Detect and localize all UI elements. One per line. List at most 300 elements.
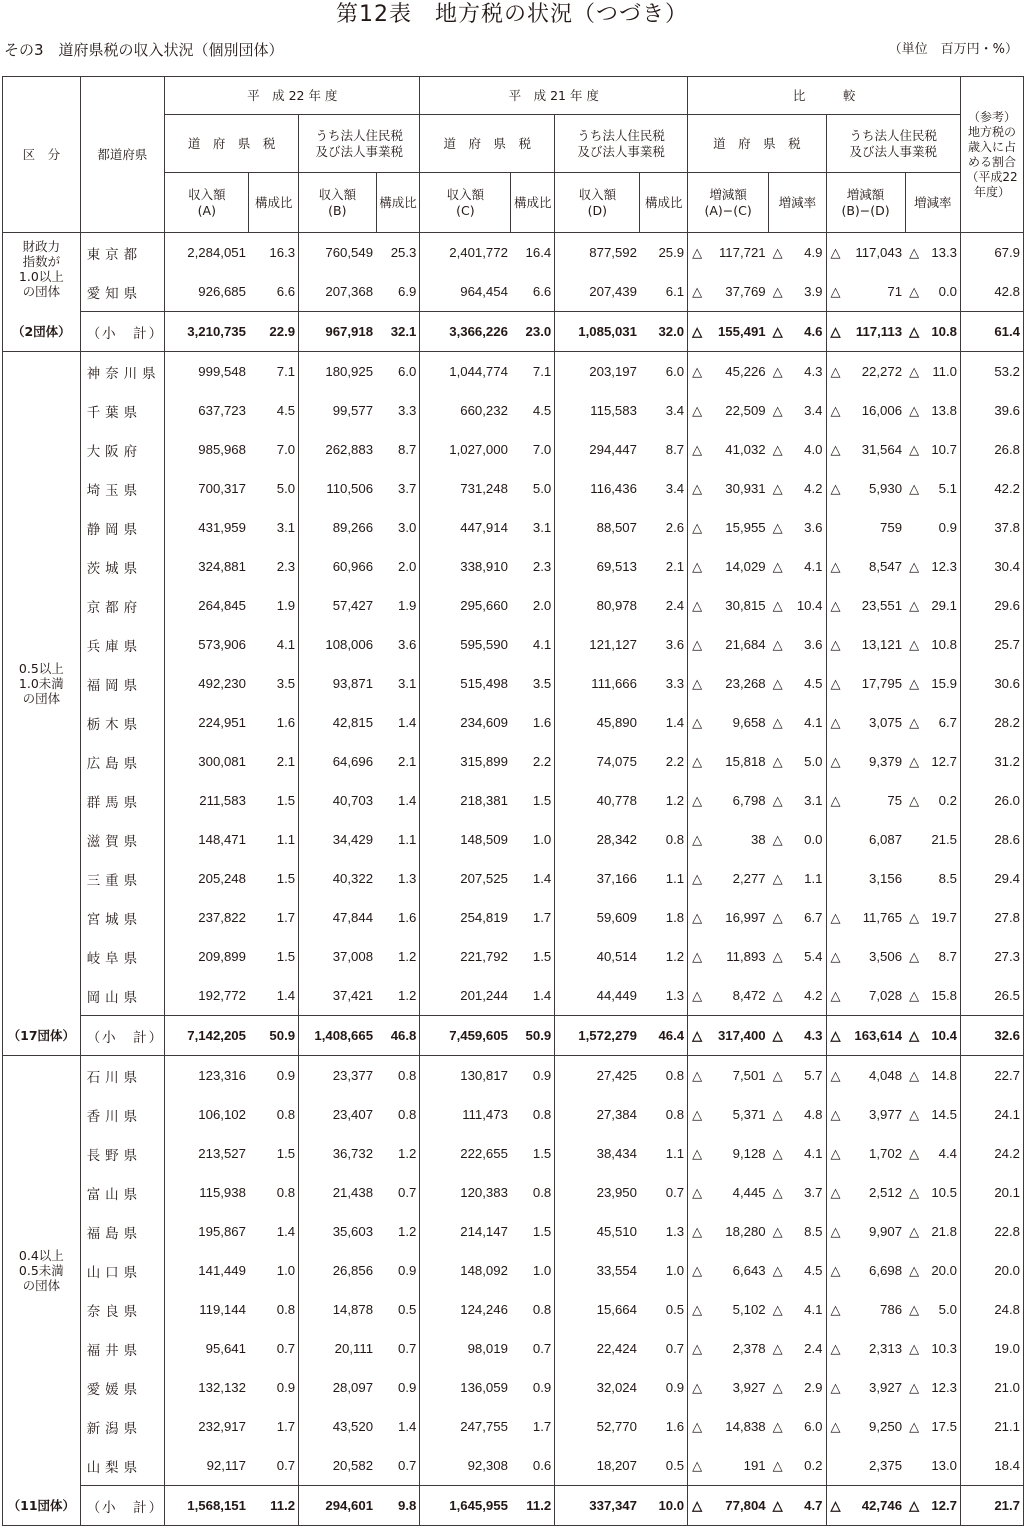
cell-ref xyxy=(961,391,1024,430)
value: 71 xyxy=(887,284,903,299)
cell-acr xyxy=(769,976,826,1016)
cell-br xyxy=(376,1016,420,1056)
value: 108,006 xyxy=(325,637,374,652)
value: 99,577 xyxy=(332,403,374,418)
cell-ar xyxy=(249,742,299,781)
value: 36,732 xyxy=(332,1146,374,1161)
value: 3.1 xyxy=(532,520,552,535)
value: 637,723 xyxy=(198,403,246,418)
value: 1.1 xyxy=(665,871,685,886)
cell-bdr xyxy=(905,547,960,586)
decrease-mark: △ xyxy=(772,910,783,925)
cell-c xyxy=(420,1212,511,1251)
value: 6.6 xyxy=(532,284,552,299)
value: 2,284,051 xyxy=(187,245,246,260)
cell-bd xyxy=(826,1251,905,1290)
decrease-mark: △ xyxy=(692,637,703,652)
cell-acr xyxy=(769,625,826,664)
header-zogen-ritsu: 増減率 xyxy=(905,173,960,233)
prefecture-name: 福島県 xyxy=(80,1212,165,1251)
value: 22.7 xyxy=(994,1068,1020,1083)
value: 14,878 xyxy=(332,1302,374,1317)
cell-c xyxy=(420,352,511,392)
table-row xyxy=(3,430,1024,469)
header-zogen-bd: 増減額 (B)−(D) xyxy=(826,173,905,233)
cell-dr xyxy=(640,1212,688,1251)
cell-d xyxy=(555,1016,640,1056)
cell-acr xyxy=(769,1486,826,1526)
value: 26.5 xyxy=(994,988,1020,1003)
decrease-mark: △ xyxy=(909,245,920,260)
value: 0.0 xyxy=(804,832,823,847)
table-row xyxy=(3,1134,1024,1173)
decrease-mark: △ xyxy=(692,1107,703,1122)
value: 211,583 xyxy=(199,793,246,808)
value: 5.4 xyxy=(804,949,823,964)
decrease-mark: △ xyxy=(909,1028,920,1043)
value: 0.2 xyxy=(804,1458,823,1473)
cell-d xyxy=(555,1407,640,1446)
value: 264,845 xyxy=(198,598,246,613)
cell-b xyxy=(299,1095,376,1134)
value: 4.4 xyxy=(938,1146,957,1161)
cell-b xyxy=(299,625,376,664)
cell-ac xyxy=(688,1446,769,1486)
cell-bdr xyxy=(905,1446,960,1486)
cell-br xyxy=(376,1173,420,1212)
cell-a xyxy=(165,233,249,273)
header-h22: 平 成 22 年 度 xyxy=(165,77,420,115)
value: 30,815 xyxy=(725,598,766,613)
value: 123,316 xyxy=(198,1068,246,1083)
cell-ref xyxy=(961,937,1024,976)
page-title: 第12表 地方税の状況（つづき） xyxy=(336,2,688,27)
cell-ac xyxy=(688,898,769,937)
cell-ac xyxy=(688,233,769,273)
value: 4.1 xyxy=(532,637,552,652)
value: 0.8 xyxy=(665,832,685,847)
value: 877,592 xyxy=(589,245,637,260)
cell-ref xyxy=(961,625,1024,664)
table-row xyxy=(3,1251,1024,1290)
cell-c xyxy=(420,469,511,508)
cell-br xyxy=(376,703,420,742)
value: 7,459,605 xyxy=(449,1028,508,1043)
value: 3.1 xyxy=(804,793,823,808)
value: 15.8 xyxy=(931,988,957,1003)
cell-b xyxy=(299,1016,376,1056)
table-row xyxy=(3,625,1024,664)
value: 2.2 xyxy=(532,754,552,769)
cell-dr xyxy=(640,1290,688,1329)
value: 2,401,772 xyxy=(449,245,508,260)
cell-br xyxy=(376,1056,420,1096)
value: 25.9 xyxy=(658,245,685,260)
value: 254,819 xyxy=(460,910,508,925)
decrease-mark: △ xyxy=(772,832,783,847)
value: 9,250 xyxy=(869,1419,903,1434)
cell-d xyxy=(555,664,640,703)
value: 3.1 xyxy=(276,520,296,535)
header-shunyu-d: 収入額 (D) xyxy=(555,173,640,233)
value: 28.2 xyxy=(994,715,1020,730)
decrease-mark: △ xyxy=(772,481,783,496)
cell-bdr xyxy=(905,1329,960,1368)
cell-a xyxy=(165,586,249,625)
value: 148,092 xyxy=(460,1263,508,1278)
decrease-mark: △ xyxy=(909,715,920,730)
cell-cr xyxy=(511,430,555,469)
cell-cr xyxy=(511,1016,555,1056)
value: 0.9 xyxy=(398,1380,417,1395)
cell-b xyxy=(299,430,376,469)
table-row xyxy=(3,859,1024,898)
cell-dr xyxy=(640,1134,688,1173)
value: 9,658 xyxy=(732,715,766,730)
table-row xyxy=(3,1368,1024,1407)
value: 5,102 xyxy=(732,1302,766,1317)
value: 1.5 xyxy=(276,871,296,886)
value: 295,660 xyxy=(460,598,508,613)
decrease-mark: △ xyxy=(909,364,920,379)
value: 1,572,279 xyxy=(578,1028,637,1043)
value: 42.2 xyxy=(994,481,1020,496)
value: 447,914 xyxy=(460,520,508,535)
decrease-mark: △ xyxy=(830,1028,841,1043)
value: 3.3 xyxy=(665,676,685,691)
value: 6.0 xyxy=(665,364,685,379)
decrease-mark: △ xyxy=(772,559,783,574)
cell-ac xyxy=(688,352,769,392)
cell-ar xyxy=(249,1368,299,1407)
decrease-mark: △ xyxy=(909,324,920,339)
cell-cr xyxy=(511,586,555,625)
value: 515,498 xyxy=(460,676,508,691)
value: 1.2 xyxy=(665,793,685,808)
cell-bdr xyxy=(905,664,960,703)
cell-ar xyxy=(249,1407,299,1446)
value: 6,698 xyxy=(869,1263,903,1278)
value: 6.0 xyxy=(398,364,417,379)
cell-ar xyxy=(249,586,299,625)
header-zogen-ac: 増減額 (A)−(C) xyxy=(688,173,769,233)
value: 4.1 xyxy=(804,1302,823,1317)
cell-bdr xyxy=(905,1134,960,1173)
cell-a xyxy=(165,312,249,352)
decrease-mark: △ xyxy=(830,481,841,496)
cell-ac xyxy=(688,781,769,820)
value: 148,509 xyxy=(460,832,508,847)
decrease-mark: △ xyxy=(909,793,920,808)
decrease-mark: △ xyxy=(909,949,920,964)
value: 3,977 xyxy=(869,1107,903,1122)
value: 3,366,226 xyxy=(449,324,508,339)
cell-ac xyxy=(688,1056,769,1096)
value: 10.5 xyxy=(931,1185,957,1200)
value: 0.8 xyxy=(665,1107,685,1122)
value: 11.2 xyxy=(526,1498,552,1513)
decrease-mark: △ xyxy=(692,1028,703,1043)
cell-ac xyxy=(688,976,769,1016)
header-hojin-22: うち法人住民税 及び法人事業税 xyxy=(299,115,420,173)
cell-ac xyxy=(688,1290,769,1329)
value: 21.1 xyxy=(994,1419,1020,1434)
cell-c xyxy=(420,664,511,703)
decrease-mark: △ xyxy=(692,676,703,691)
value: 17.5 xyxy=(931,1419,957,1434)
decrease-mark: △ xyxy=(772,1107,783,1122)
value: 4.3 xyxy=(804,1028,823,1043)
value: 0.9 xyxy=(532,1068,552,1083)
value: 32.6 xyxy=(994,1028,1020,1043)
subtotal-label: （小 計） xyxy=(80,1486,165,1526)
decrease-mark: △ xyxy=(830,1302,841,1317)
value: 0.7 xyxy=(665,1185,685,1200)
header-kubun: 区 分 xyxy=(3,77,81,233)
table-row xyxy=(3,820,1024,859)
cell-ref xyxy=(961,1329,1024,1368)
cell-dr xyxy=(640,233,688,273)
cell-ac xyxy=(688,469,769,508)
value: 1.5 xyxy=(276,793,296,808)
cell-bdr xyxy=(905,430,960,469)
value: 75 xyxy=(887,793,903,808)
cell-cr xyxy=(511,1407,555,1446)
cell-ref xyxy=(961,820,1024,859)
cell-br xyxy=(376,976,420,1016)
value: 42.8 xyxy=(994,284,1020,299)
cell-ar xyxy=(249,1486,299,1526)
cell-bdr xyxy=(905,312,960,352)
cell-acr xyxy=(769,1329,826,1368)
value: 16.3 xyxy=(269,245,296,260)
cell-ref xyxy=(961,272,1024,312)
value: 0.8 xyxy=(276,1107,296,1122)
table-row xyxy=(3,586,1024,625)
value: 115,583 xyxy=(590,403,637,418)
cell-c xyxy=(420,547,511,586)
cell-bd xyxy=(826,937,905,976)
value: 42,815 xyxy=(332,715,374,730)
value: 1.5 xyxy=(532,1146,552,1161)
value: 25.3 xyxy=(390,245,417,260)
value: 17,795 xyxy=(861,676,903,691)
cell-acr xyxy=(769,781,826,820)
cell-bd xyxy=(826,1212,905,1251)
cell-dr xyxy=(640,1446,688,1486)
value: 80,978 xyxy=(596,598,637,613)
decrease-mark: △ xyxy=(772,988,783,1003)
value: 6.7 xyxy=(804,910,823,925)
decrease-mark: △ xyxy=(909,403,920,418)
cell-ac xyxy=(688,1251,769,1290)
cell-ref xyxy=(961,664,1024,703)
value: 40,778 xyxy=(596,793,637,808)
cell-a xyxy=(165,1329,249,1368)
group-label: 財政力 指数が 1.0以上 の団体 xyxy=(3,233,81,312)
value: 1.4 xyxy=(276,1224,296,1239)
decrease-mark: △ xyxy=(772,1263,783,1278)
cell-acr xyxy=(769,312,826,352)
cell-bd xyxy=(826,1329,905,1368)
value: 4.1 xyxy=(276,637,296,652)
decrease-mark: △ xyxy=(692,324,703,339)
cell-bd xyxy=(826,1134,905,1173)
value: 3.5 xyxy=(532,676,552,691)
header-hikaku: 比 較 xyxy=(688,77,961,115)
cell-br xyxy=(376,1368,420,1407)
value: 111,473 xyxy=(462,1107,508,1122)
cell-d xyxy=(555,1251,640,1290)
decrease-mark: △ xyxy=(772,1458,783,1473)
subtotal-label: （小 計） xyxy=(80,312,165,352)
value: 1.5 xyxy=(276,1146,296,1161)
value: 1.5 xyxy=(532,1224,552,1239)
cell-bdr xyxy=(905,1290,960,1329)
value: 324,881 xyxy=(198,559,246,574)
value: 1.6 xyxy=(276,715,296,730)
value: 2.3 xyxy=(276,559,296,574)
cell-cr xyxy=(511,1329,555,1368)
value: 117,113 xyxy=(855,324,903,339)
cell-ref xyxy=(961,233,1024,273)
cell-a xyxy=(165,742,249,781)
value: 6.6 xyxy=(276,284,296,299)
cell-b xyxy=(299,664,376,703)
decrease-mark: △ xyxy=(692,793,703,808)
value: 92,308 xyxy=(467,1458,508,1473)
value: 760,549 xyxy=(325,245,374,260)
decrease-mark: △ xyxy=(692,1146,703,1161)
cell-ac xyxy=(688,1016,769,1056)
cell-a xyxy=(165,469,249,508)
cell-a xyxy=(165,625,249,664)
subtotal-label: （小 計） xyxy=(80,1016,165,1056)
cell-bdr xyxy=(905,352,960,392)
cell-c xyxy=(420,1368,511,1407)
table-row xyxy=(3,1173,1024,1212)
cell-bdr xyxy=(905,1173,960,1212)
cell-dr xyxy=(640,976,688,1016)
value: 294,601 xyxy=(325,1498,374,1513)
decrease-mark: △ xyxy=(692,1068,703,1083)
value: 3.9 xyxy=(804,284,823,299)
value: 67.9 xyxy=(994,245,1020,260)
header-h21: 平 成 21 年 度 xyxy=(420,77,688,115)
cell-b xyxy=(299,469,376,508)
cell-bdr xyxy=(905,820,960,859)
cell-bdr xyxy=(905,1212,960,1251)
value: 317,400 xyxy=(717,1028,766,1043)
cell-dr xyxy=(640,1486,688,1526)
cell-b xyxy=(299,1134,376,1173)
value: 2,277 xyxy=(732,871,766,886)
decrease-mark: △ xyxy=(909,1146,920,1161)
cell-bd xyxy=(826,469,905,508)
value: 0.9 xyxy=(276,1068,296,1083)
value: 2.6 xyxy=(665,520,685,535)
cell-acr xyxy=(769,272,826,312)
cell-ac xyxy=(688,586,769,625)
cell-d xyxy=(555,1134,640,1173)
cell-bdr xyxy=(905,859,960,898)
cell-a xyxy=(165,703,249,742)
cell-bdr xyxy=(905,703,960,742)
value: 24.2 xyxy=(994,1146,1020,1161)
cell-ref xyxy=(961,1486,1024,1526)
cell-cr xyxy=(511,742,555,781)
prefecture-name: 静岡県 xyxy=(80,508,165,547)
value: 0.9 xyxy=(276,1380,296,1395)
value: 4.2 xyxy=(804,988,823,1003)
cell-bd xyxy=(826,272,905,312)
decrease-mark: △ xyxy=(830,1419,841,1434)
cell-ar xyxy=(249,703,299,742)
cell-br xyxy=(376,508,420,547)
table-subtitle: その3 道府県税の収入状況（個別団体） xyxy=(4,41,284,59)
cell-ref xyxy=(961,1368,1024,1407)
value: 5.0 xyxy=(938,1302,957,1317)
cell-br xyxy=(376,1446,420,1486)
cell-bd xyxy=(826,508,905,547)
decrease-mark: △ xyxy=(772,1146,783,1161)
value: 155,491 xyxy=(717,324,766,339)
cell-ref xyxy=(961,742,1024,781)
value: 0.8 xyxy=(276,1302,296,1317)
value: 40,322 xyxy=(332,871,374,886)
value: 45,510 xyxy=(596,1224,637,1239)
decrease-mark: △ xyxy=(830,1341,841,1356)
value: 64,696 xyxy=(332,754,374,769)
cell-bd xyxy=(826,430,905,469)
value: 0.6 xyxy=(532,1458,552,1473)
decrease-mark: △ xyxy=(772,1224,783,1239)
cell-a xyxy=(165,1446,249,1486)
cell-d xyxy=(555,937,640,976)
cell-bd xyxy=(826,703,905,742)
decrease-mark: △ xyxy=(772,1498,783,1513)
cell-bdr xyxy=(905,937,960,976)
header-hojin-21: うち法人住民税 及び法人事業税 xyxy=(555,115,688,173)
decrease-mark: △ xyxy=(830,598,841,613)
value: 38,434 xyxy=(596,1146,637,1161)
value: 4.5 xyxy=(532,403,552,418)
cell-a xyxy=(165,859,249,898)
cell-ref xyxy=(961,976,1024,1016)
header-shunyu-a: 収入額 (A) xyxy=(165,173,249,233)
cell-d xyxy=(555,272,640,312)
decrease-mark: △ xyxy=(692,1224,703,1239)
cell-a xyxy=(165,937,249,976)
value: 106,102 xyxy=(198,1107,246,1122)
value: 1.5 xyxy=(276,949,296,964)
value: 27.8 xyxy=(994,910,1020,925)
value: 23,407 xyxy=(332,1107,374,1122)
cell-br xyxy=(376,391,420,430)
decrease-mark: △ xyxy=(772,1341,783,1356)
cell-c xyxy=(420,1134,511,1173)
cell-cr xyxy=(511,1212,555,1251)
header-dofuken-zei-21: 道 府 県 税 xyxy=(420,115,555,173)
cell-b xyxy=(299,1056,376,1096)
decrease-mark: △ xyxy=(830,559,841,574)
cell-c xyxy=(420,898,511,937)
cell-d xyxy=(555,508,640,547)
decrease-mark: △ xyxy=(909,637,920,652)
value: 3.7 xyxy=(804,1185,823,1200)
decrease-mark: △ xyxy=(830,1146,841,1161)
value: 0.9 xyxy=(398,1263,417,1278)
